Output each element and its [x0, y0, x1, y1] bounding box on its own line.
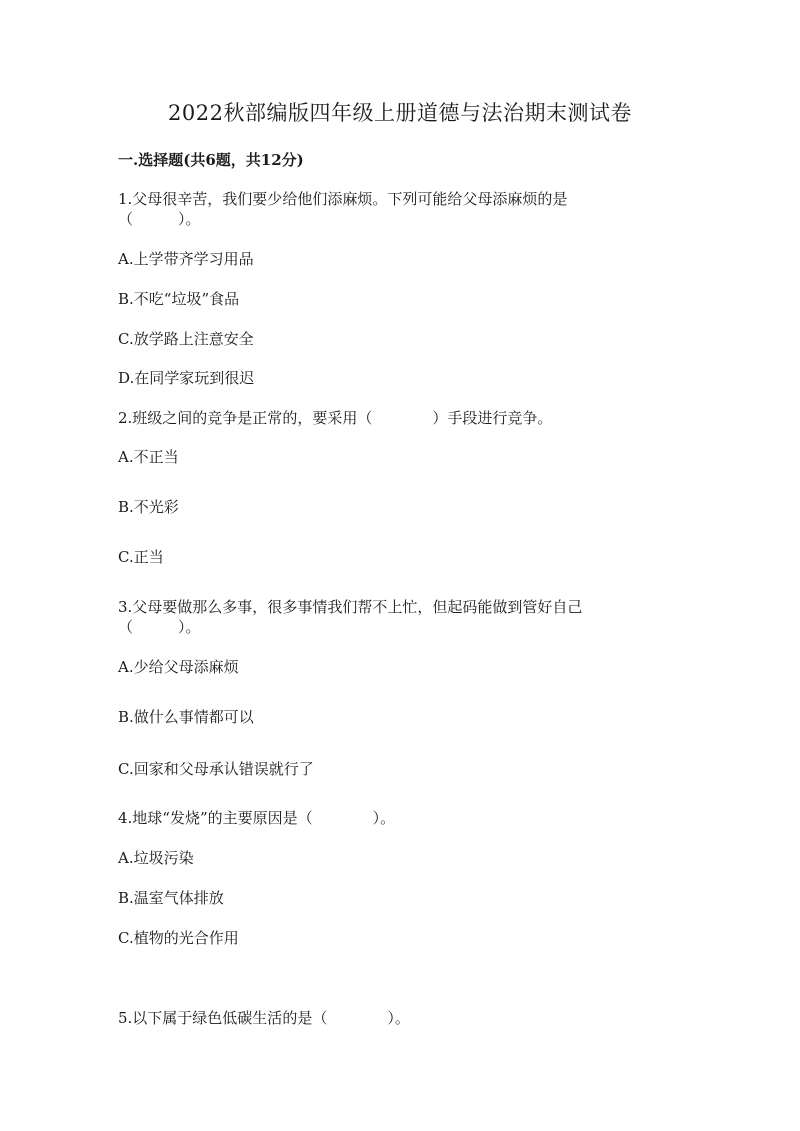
- section-heading: 一.选择题(共6题，共12分): [118, 151, 304, 169]
- question-3-option-c: C.回家和父母承认错误就行了: [118, 760, 314, 778]
- question-4-option-c: C.植物的光合作用: [118, 929, 239, 947]
- question-3-option-b: B.做什么事情都可以: [118, 708, 254, 726]
- page-title: 2022秋部编版四年级上册道德与法治期末测试卷: [168, 101, 632, 125]
- question-1-stem-line-2: （ ）。: [118, 210, 201, 228]
- question-2-option-a: A.不正当: [118, 448, 179, 466]
- question-3-stem-line-2: （ ）。: [118, 618, 201, 636]
- question-4-option-a: A.垃圾污染: [118, 849, 194, 867]
- question-1-option-c: C.放学路上注意安全: [118, 330, 254, 348]
- question-2-option-c: C.正当: [118, 548, 164, 566]
- question-1-option-d: D.在同学家玩到很迟: [118, 369, 255, 387]
- question-3-option-a: A.少给父母添麻烦: [118, 658, 239, 676]
- question-4-option-b: B.温室气体排放: [118, 889, 224, 907]
- question-1-option-a: A.上学带齐学习用品: [118, 250, 254, 268]
- question-2-option-b: B.不光彩: [118, 498, 179, 516]
- question-3-stem-line-1: 3.父母要做那么多事，很多事情我们帮不上忙，但起码能做到管好自己: [118, 598, 583, 616]
- question-5-stem-line-1: 5.以下属于绿色低碳生活的是（ ）。: [118, 1009, 410, 1027]
- question-2-stem-line-1: 2.班级之间的竞争是正常的，要采用（ ）手段进行竞争。: [118, 409, 553, 427]
- question-1-option-b: B.不吃“垃圾”食品: [118, 290, 240, 308]
- question-4-stem-line-1: 4.地球“发烧”的主要原因是（ ）。: [118, 809, 396, 827]
- question-1-stem-line-1: 1.父母很辛苦，我们要少给他们添麻烦。下列可能给父母添麻烦的是: [118, 190, 568, 208]
